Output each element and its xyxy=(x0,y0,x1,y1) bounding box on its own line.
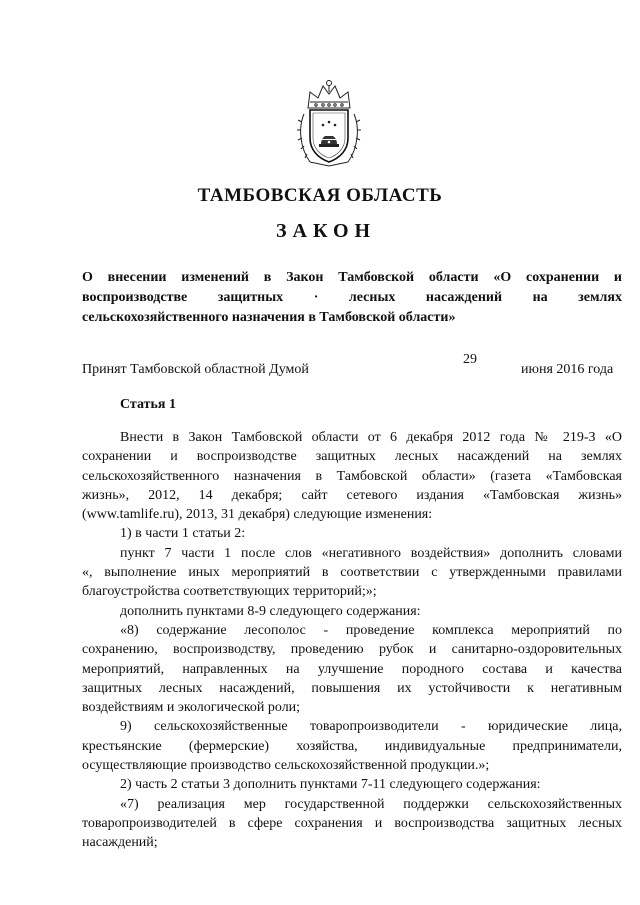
body-line: защитных лесных насаждений, повышения их устойчивости к негативным xyxy=(82,680,622,696)
body-line: жизнь», 2012, 14 декабря; сайт сетевого издания «Тамбовская жизнь» xyxy=(82,487,622,503)
article-heading: Статья 1 xyxy=(120,397,176,412)
body-line: «8) содержание лесополос - проведение комплекса мероприятий по xyxy=(120,622,622,638)
body-line: сохранению, воспроизводству, проведению рубок и санитарно-оздоровительных xyxy=(82,642,622,658)
body-line: сельскохозяйственного назначения в Тамбовской области» (газета «Тамбовская xyxy=(82,468,622,484)
body-line: мероприятий, направленных на улучшение породного состава и качества xyxy=(82,661,622,677)
body-line: сохранении и воспроизводстве защитных лесных насаждений на землях xyxy=(82,449,622,465)
coat-of-arms-emblem xyxy=(296,78,362,170)
body-line: воздействиям и экологической роли; xyxy=(82,700,301,716)
region-heading: ТАМБОВСКАЯ ОБЛАСТЬ xyxy=(197,185,443,206)
body-line: насаждений; xyxy=(82,835,158,851)
body-line: осуществляющие производство сельскохозяйственной продукции.»; xyxy=(82,758,490,774)
law-title xyxy=(82,268,622,328)
body-line: «7) реализация мер государственной поддержки сельскохозяйственных xyxy=(120,796,622,812)
adopted-by: Принят Тамбовской областной Думой xyxy=(82,362,309,377)
title-line: воспроизводстве защитных · лесных насаждений на землях xyxy=(82,290,622,305)
body-line: дополнить пунктами 8-9 следующего содержания: xyxy=(120,603,421,619)
adoption-day: 29 xyxy=(463,352,477,367)
adoption-month-year: июня 2016 года xyxy=(521,362,614,377)
article-body xyxy=(82,428,622,853)
body-line: 1) в части 1 статьи 2: xyxy=(120,526,246,542)
title-line: сельскохозяйственного назначения в Тамбовской области» xyxy=(82,310,456,325)
body-line: 9) сельскохозяйственные товаропроизводители - юридические лица, xyxy=(120,719,622,735)
body-line: крестьянские (фермерские) хозяйства, индивидуальные предприниматели, xyxy=(82,738,622,754)
title-line: О внесении изменений в Закон Тамбовской области «О сохранении и xyxy=(82,270,622,285)
body-line: «, выполнение иных мероприятий в соответствии с утвержденными правилами xyxy=(82,565,622,581)
body-line: 2) часть 2 статьи 3 дополнить пунктами 7-11 следующего содержания: xyxy=(120,777,541,793)
body-line: товаропроизводителей в сфере сохранения и воспроизводства защитных лесных xyxy=(82,815,622,831)
body-line: благоустройства соответствующих территорий;»; xyxy=(82,584,377,600)
body-line: (www.tamlife.ru), 2013, 31 декабря) следующие изменения: xyxy=(82,507,433,523)
body-line: Внести в Закон Тамбовской области от 6 декабря 2012 года № 219-З «О xyxy=(120,430,622,445)
document-type-heading: ЗАКОН xyxy=(275,220,377,242)
body-line: пункт 7 части 1 после слов «негативного воздействия» дополнить словами xyxy=(120,545,622,561)
